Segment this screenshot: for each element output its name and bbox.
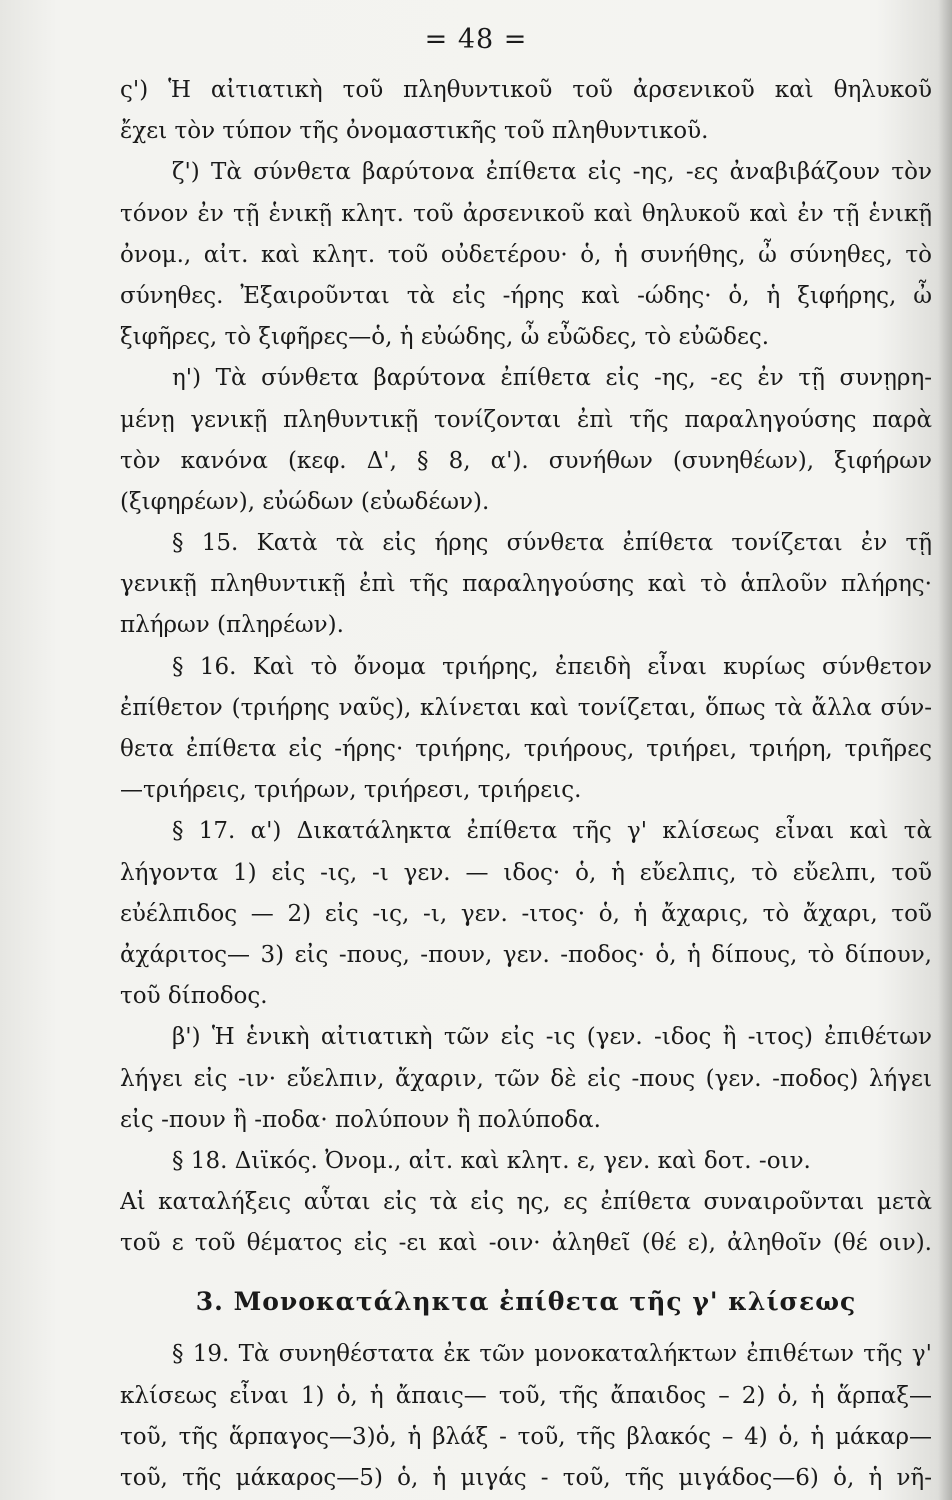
text-line: γενικῇ πληθυντικῇ ἐπὶ τῆς παραληγούσης καὶ τὸ ἁπλοῦν πλήρης· <box>120 571 932 598</box>
text-line: θετα ἐπίθετα εἰς -ήρης· τριήρης, τριήρους, τριήρει, τριήρη, τριῆρες <box>120 736 932 762</box>
text-line: § 16. Καὶ τὸ ὄνομα τριήρης, ἐπειδὴ εἶναι κυρίως σύνθετον <box>172 653 932 680</box>
text-line: τοῦ δίποδος. <box>120 983 268 1010</box>
text-line: § 19. Τὰ συνηθέστατα ἐκ τῶν μονοκαταλήκτων ἐπιθέτων τῆς γ' <box>172 1341 932 1368</box>
text-line: λήγοντα 1) εἰς -ις, -ι γεν. — ιδος· ὁ, ἡ εὔελπις, τὸ εὔελπι, τοῦ <box>120 859 932 886</box>
heading-gap <box>120 1324 932 1334</box>
text-line: ἀχάριτος— 3) εἰς -πους, -πουν, γεν. -ποδος· ὁ, ἡ δίπους, τὸ δίπουν, <box>120 941 932 968</box>
text-line: § 18. Διϊκός. Ὀνομ., αἰτ. καὶ κλητ. ε, γεν. καὶ δοτ. -οιν. <box>172 1147 811 1174</box>
text-line: κλίσεως εἶναι 1) ὁ, ἡ ἄπαις— τοῦ, τῆς ἄπαιδος – 2) ὁ, ἡ ἅρπαξ— <box>120 1382 932 1409</box>
text-line: (ξιφηρέων), εὐώδων (εὐωδέων). <box>120 488 490 515</box>
text-line: ζ') Τὰ σύνθετα βαρύτονα ἐπίθετα εἰς -ης, -ες ἀναβιβάζουν τὸν <box>172 159 932 186</box>
text-line: § 15. Κατὰ τὰ εἰς ήρης σύνθετα ἐπίθετα τονίζεται ἐν τῇ <box>172 530 932 557</box>
page-edge-shadow <box>938 0 952 1500</box>
text-line: λήγει εἰς -ιν· εὔελπιν, ἄχαριν, τῶν δὲ εἰς -πους (γεν. -ποδος) λήγει <box>120 1065 932 1092</box>
text-line: πλήρων (πληρέων). <box>120 612 344 639</box>
text-line: ὀνομ., αἰτ. καὶ κλητ. τοῦ οὐδετέρου· ὁ, ἡ συνήθης, ὦ σύνηθες, τὸ <box>120 241 932 268</box>
text-line: σύνηθες. Ἐξαιροῦνται τὰ εἰς -ήρης καὶ -ώδης· ὁ, ἡ ξιφήρης, ὦ <box>120 282 932 309</box>
body-text <box>120 70 932 1499</box>
text-line: ξιφῆρες, τὸ ξιφῆρες—ὁ, ἡ εὐώδης, ὦ εὖῶδες, τὸ εὐῶδες. <box>120 324 770 351</box>
text-line: μένῃ γενικῇ πληθυντικῇ τονίζονται ἐπὶ τῆς παραληγούσης παρὰ <box>120 406 932 433</box>
text-line: τόνον ἐν τῇ ἑνικῇ κλητ. τοῦ ἀρσενικοῦ καὶ θηλυκοῦ καὶ ἐν τῇ ἑνικῇ <box>120 200 932 227</box>
text-line: ἐπίθετον (τριήρης ναῦς), κλίνεται καὶ τονίζεται, ὅπως τὰ ἄλλα σύν- <box>120 694 932 721</box>
text-line: εὐέλπιδος — 2) εἰς -ις, -ι, γεν. -ιτος· ὁ, ἡ ἄχαρις, τὸ ἄχαρι, τοῦ <box>120 900 932 927</box>
text-line: β') Ἡ ἑνικὴ αἰτιατικὴ τῶν εἰς -ις (γεν. -ιδος ἢ -ιτος) ἐπιθέτων <box>172 1024 932 1051</box>
section-heading: 3. Μονοκατάληκτα ἐπίθετα τῆς γ' κλίσεως <box>195 1287 857 1317</box>
text-line: τοῦ, τῆς μάκαρος—5) ὁ, ἡ μιγάς - τοῦ, τῆς μιγάδος—6) ὁ, ἡ νῆ- <box>120 1465 932 1491</box>
text-line: εἰς -πουν ἢ -ποδα· πολύπουν ἢ πολύποδα. <box>120 1106 601 1133</box>
text-line: τοῦ, τῆς ἅρπαγος—3)ὁ, ἡ βλάξ - τοῦ, τῆς βλακός – 4) ὁ, ἡ μάκαρ— <box>120 1423 932 1450</box>
text-line: η') Τὰ σύνθετα βαρύτονα ἐπίθετα εἰς -ης, -ες ἐν τῇ συνῃρη- <box>172 365 932 392</box>
text-line: ς') Ἡ αἰτιατικὴ τοῦ πληθυντικοῦ τοῦ ἀρσενικοῦ καὶ θηλυκοῦ <box>120 77 932 103</box>
text-line: τὸν κανόνα (κεφ. Δ', § 8, α'). συνήθων (συνηθέων), ξιφήρων <box>120 447 932 474</box>
text-line: ἔχει τὸν τύπον τῆς ὀνομαστικῆς τοῦ πληθυντικοῦ. <box>120 118 709 145</box>
text-line: —τριήρεις, τριήρων, τριήρεσι, τριήρεις. <box>120 777 582 804</box>
text-line: Αἱ καταλήξεις αὗται εἰς τὰ εἰς ης, ες ἐπίθετα συναιροῦνται μετὰ <box>120 1189 932 1216</box>
text-line: τοῦ ε τοῦ θέματος εἰς -ει καὶ -οιν· ἀληθεῖ (θέ ε), ἀληθοῖν (θέ οιν). <box>120 1230 932 1257</box>
text-line: § 17. α') Δικατάληκτα ἐπίθετα τῆς γ' κλίσεως εἶναι καὶ τὰ <box>172 818 932 845</box>
page-number: = 48 = <box>424 24 528 55</box>
